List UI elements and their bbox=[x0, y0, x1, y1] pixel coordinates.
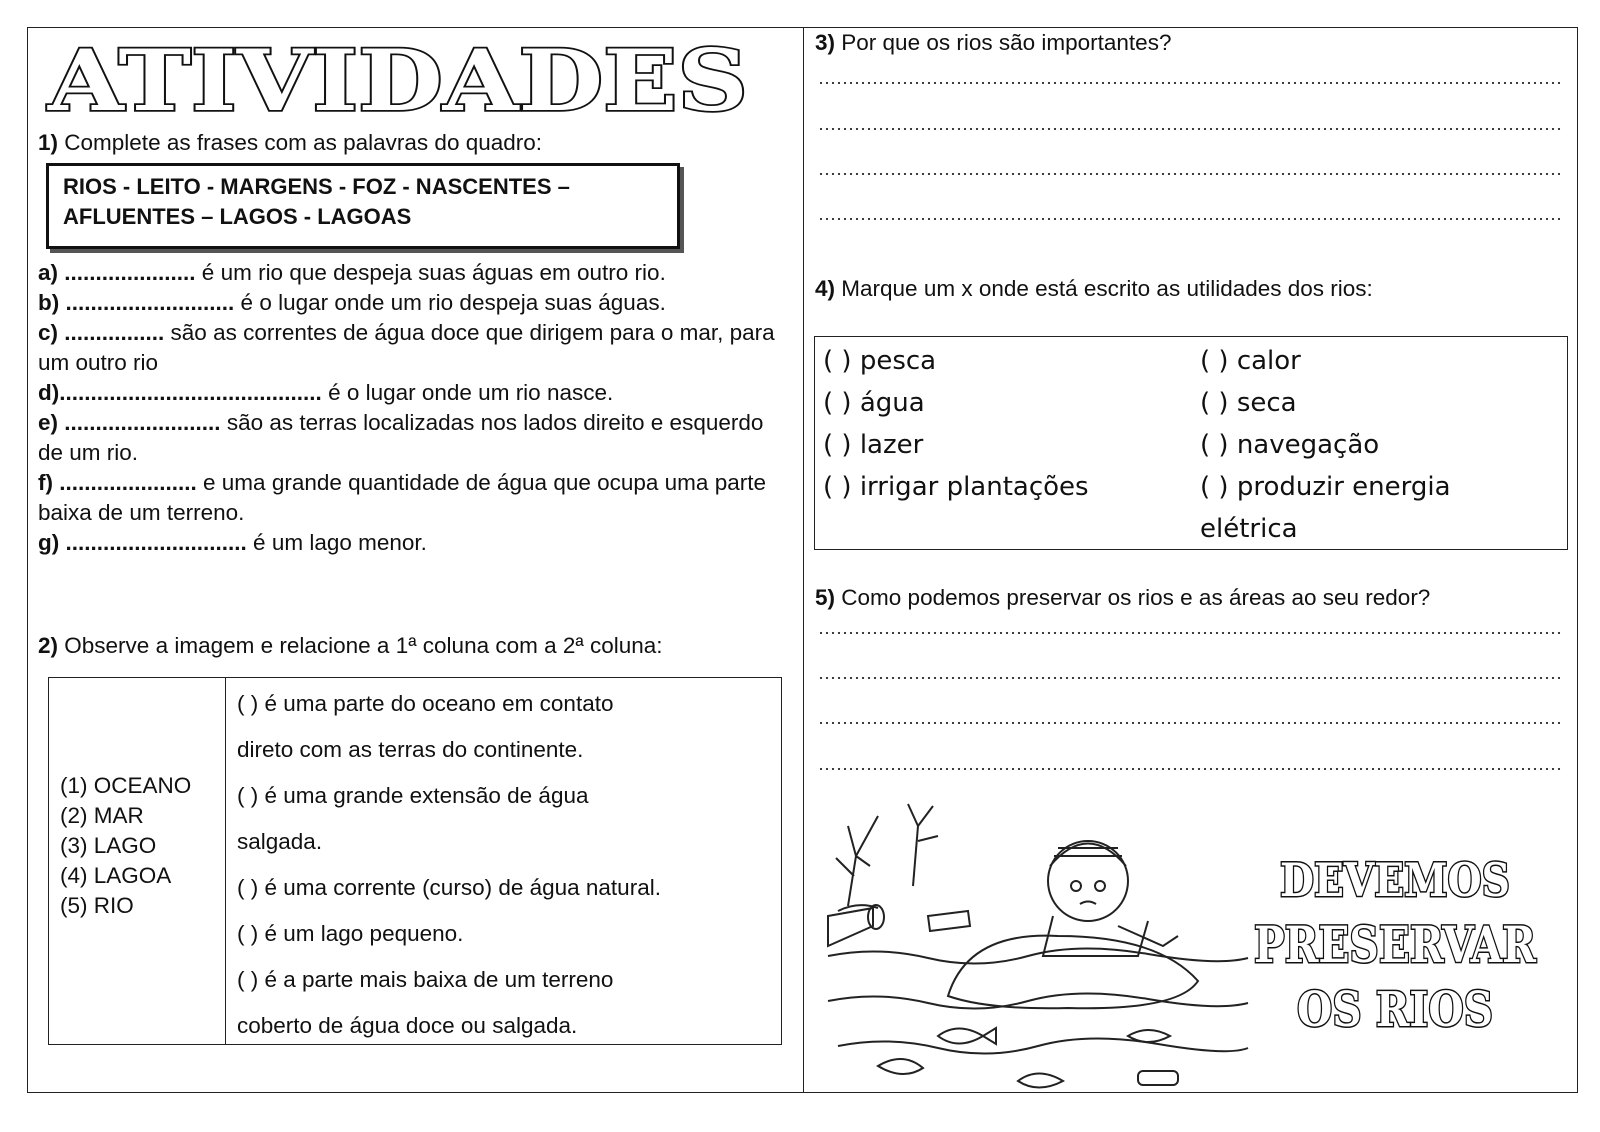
option-continuation: elétrica bbox=[1200, 514, 1298, 544]
q5-prompt-text: Como podemos preservar os rios e as áreas ao seu redor? bbox=[841, 585, 1431, 610]
q4-prompt bbox=[815, 274, 1373, 304]
column1-item: (1) OCEANO bbox=[60, 773, 192, 798]
option-produzir-energia[interactable]: ( ) produzir energia bbox=[1200, 472, 1451, 502]
q4-number: 4) bbox=[815, 276, 836, 301]
q3-answer-line[interactable] bbox=[818, 82, 1562, 84]
column2-line[interactable]: ( ) é uma grande extensão de água bbox=[237, 783, 589, 808]
option-navegacao[interactable]: ( ) navegação bbox=[1200, 430, 1380, 460]
q2-prompt-text: Observe a imagem e relacione a 1ª coluna com a 2ª coluna: bbox=[64, 633, 663, 658]
q1-item-f: f) ...................... e uma grande quantidade de água que ocupa uma parte baixa de um terreno. bbox=[38, 470, 766, 525]
blank-line[interactable]: ................ bbox=[58, 320, 165, 345]
column1-item: (5) RIO bbox=[60, 893, 134, 918]
q5-answer-line[interactable] bbox=[818, 632, 1562, 634]
q5-number: 5) bbox=[815, 585, 836, 610]
q5-answer-line[interactable] bbox=[818, 677, 1562, 679]
blank-line[interactable]: ........................... bbox=[59, 290, 235, 315]
q5-answer-line[interactable] bbox=[818, 722, 1562, 724]
column2-line: coberto de água doce ou salgada. bbox=[237, 1013, 578, 1038]
q2-table-column-divider bbox=[225, 677, 226, 1045]
title-banner bbox=[40, 31, 760, 130]
column-divider bbox=[803, 27, 804, 1093]
q4-right-options bbox=[1200, 340, 1451, 550]
column2-line: salgada. bbox=[237, 829, 323, 854]
q4-left-options bbox=[823, 340, 1089, 508]
option-seca[interactable]: ( ) seca bbox=[1200, 388, 1297, 418]
q4-prompt-text: Marque um x onde está escrito as utilidades dos rios: bbox=[841, 276, 1373, 301]
column2-line[interactable]: ( ) é uma parte do oceano em contato bbox=[237, 691, 614, 716]
column2-line[interactable]: ( ) é a parte mais baixa de um terreno bbox=[237, 967, 614, 992]
column1-item: (4) LAGOA bbox=[60, 863, 172, 888]
poster-line-2: PRESERVAR bbox=[1254, 915, 1537, 974]
poster-line-1: DEVEMOS bbox=[1280, 853, 1510, 907]
q1-prompt-text: Complete as frases com as palavras do quadro: bbox=[64, 130, 543, 155]
word-bank-line: AFLUENTES – LAGOS - LAGOAS bbox=[63, 204, 412, 229]
poster-slogan bbox=[1252, 853, 1538, 1046]
word-bank-box bbox=[46, 163, 680, 249]
blank-line[interactable]: .......................................... bbox=[59, 380, 322, 405]
q2-prompt bbox=[38, 631, 663, 661]
q3-answer-line[interactable] bbox=[818, 128, 1562, 130]
title-text: ATIVIDADES bbox=[46, 31, 748, 130]
q5-answer-line[interactable] bbox=[818, 768, 1562, 770]
option-irrigar[interactable]: ( ) irrigar plantações bbox=[823, 472, 1089, 502]
option-lazer[interactable]: ( ) lazer bbox=[823, 430, 924, 460]
blank-line[interactable]: ............................. bbox=[59, 530, 247, 555]
blank-line[interactable]: ...................... bbox=[53, 470, 197, 495]
polluted-river-illustration bbox=[818, 796, 1258, 1096]
q2-number: 2) bbox=[38, 633, 59, 658]
word-bank-line: RIOS - LEITO - MARGENS - FOZ - NASCENTES – bbox=[63, 174, 570, 199]
poster-line-3: OS RIOS bbox=[1297, 982, 1493, 1038]
q3-answer-line[interactable] bbox=[818, 218, 1562, 220]
q5-prompt bbox=[815, 583, 1430, 613]
q3-answer-line[interactable] bbox=[818, 173, 1562, 175]
column2-line: direto com as terras do continente. bbox=[237, 737, 584, 762]
q1-item-a: a) ..................... é um rio que despeja suas águas em outro rio. bbox=[38, 260, 666, 285]
q1-item-d: d).......................................... é o lugar onde um rio nasce. bbox=[38, 380, 614, 405]
q1-item-b: b) ........................... é o lugar onde um rio despeja suas águas. bbox=[38, 290, 666, 315]
column1-item: (3) LAGO bbox=[60, 833, 157, 858]
option-agua[interactable]: ( ) água bbox=[823, 388, 925, 418]
q1-item-c: c) ................ são as correntes de água doce que dirigem para o mar, para um outro rio bbox=[38, 320, 775, 375]
q1-prompt bbox=[38, 128, 542, 158]
q3-prompt bbox=[815, 28, 1171, 58]
q2-column2 bbox=[237, 681, 661, 1049]
q2-column1 bbox=[60, 771, 191, 921]
option-pesca[interactable]: ( ) pesca bbox=[823, 346, 937, 376]
q1-item-e: e) ......................... são as terras localizadas nos lados direito e esquerdo de um rio. bbox=[38, 410, 764, 465]
q3-prompt-text: Por que os rios são importantes? bbox=[841, 30, 1172, 55]
option-calor[interactable]: ( ) calor bbox=[1200, 346, 1301, 376]
q1-number: 1) bbox=[38, 130, 59, 155]
q3-number: 3) bbox=[815, 30, 836, 55]
blank-line[interactable]: ..................... bbox=[58, 260, 196, 285]
column1-item: (2) MAR bbox=[60, 803, 144, 828]
column2-line[interactable]: ( ) é um lago pequeno. bbox=[237, 921, 464, 946]
blank-line[interactable]: ......................... bbox=[58, 410, 221, 435]
column2-line[interactable]: ( ) é uma corrente (curso) de água natural. bbox=[237, 875, 661, 900]
q1-item-g: g) ............................. é um lago menor. bbox=[38, 530, 427, 555]
